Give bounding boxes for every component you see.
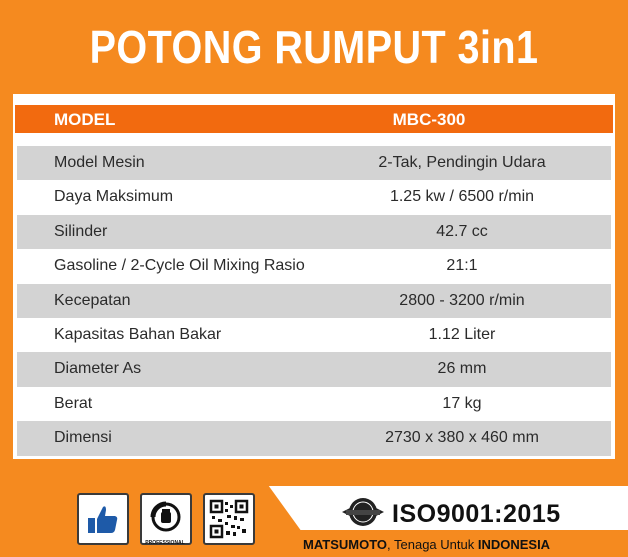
row-value: 17 kg — [442, 394, 482, 412]
table-row — [17, 352, 611, 386]
table-row — [17, 180, 611, 214]
row-value: 2800 - 3200 r/min — [399, 291, 525, 309]
tagline-text: , Tenaga Untuk — [387, 537, 478, 552]
table-row — [17, 421, 611, 455]
brand-name: MATSUMOTO — [303, 537, 388, 552]
brand-tagline — [303, 537, 550, 552]
qr-code-icon — [203, 493, 255, 545]
iso-certification: ISO9001:2015 — [392, 500, 561, 528]
row-value: 1.25 kw / 6500 r/min — [389, 188, 535, 206]
header-label: MODEL — [54, 110, 116, 129]
row-value: 26 mm — [437, 360, 487, 378]
row-label: Silinder — [54, 222, 108, 240]
country-name: INDONESIA — [477, 537, 551, 552]
professional-icon — [140, 493, 192, 545]
thumbs-up-icon — [77, 493, 129, 545]
table-row — [17, 215, 611, 249]
row-label: Gasoline / 2-Cycle Oil Mixing Rasio — [54, 257, 305, 275]
spec-table — [13, 94, 615, 459]
row-label: Kecepatan — [54, 291, 131, 309]
table-header — [15, 105, 613, 133]
page-title: POTONG RUMPUT 3in1 — [89, 21, 539, 73]
row-label: Dimensi — [54, 429, 112, 447]
table-row — [17, 387, 611, 421]
row-value: 2-Tak, Pendingin Udara — [378, 154, 546, 171]
row-value: 42.7 cc — [436, 222, 488, 240]
table-row — [17, 284, 611, 318]
table-row — [17, 146, 611, 180]
header-value: MBC-300 — [392, 110, 466, 129]
table-row — [17, 249, 611, 283]
row-label: Kapasitas Bahan Bakar — [54, 325, 222, 343]
professional-label: PROFESSIONAL — [145, 540, 185, 546]
row-label: Model Mesin — [54, 154, 145, 171]
table-row — [17, 318, 611, 352]
table-rows — [17, 146, 611, 456]
row-value: 21:1 — [446, 257, 478, 275]
row-value: 1.12 Liter — [428, 325, 496, 343]
premium-seal-icon — [340, 496, 386, 528]
row-label: Daya Maksimum — [54, 188, 174, 206]
row-value: 2730 x 380 x 460 mm — [385, 429, 539, 447]
row-label: Diameter As — [54, 360, 142, 378]
row-label: Berat — [54, 394, 93, 412]
